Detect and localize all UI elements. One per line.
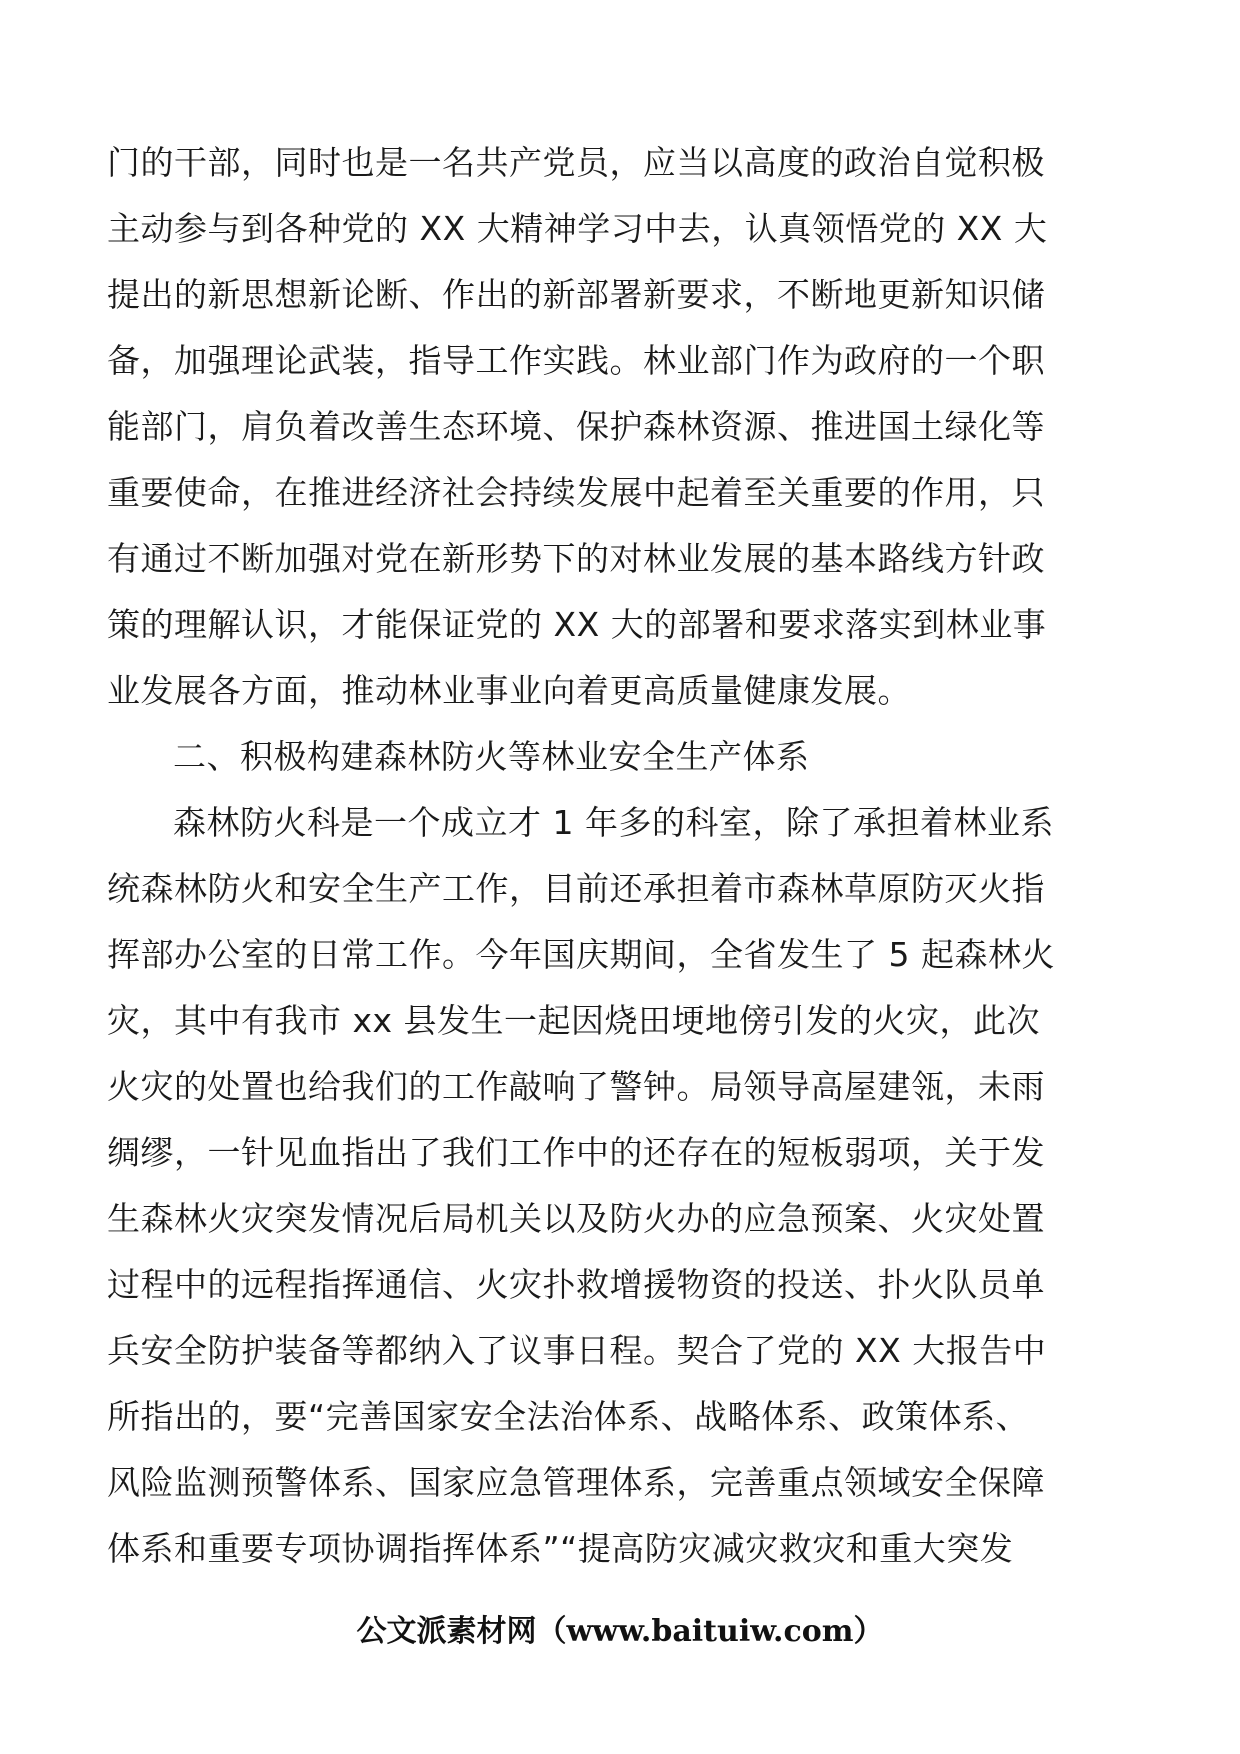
text-line: 绸缪，一针见血指出了我们工作中的还存在的短板弱项，关于发 — [107, 1133, 1045, 1172]
text-line: 重要使命，在推进经济社会持续发展中起着至关重要的作用，只 — [107, 473, 1045, 512]
text-line: 火灾的处置也给我们的工作敲响了警钟。局领导高屋建瓴，未雨 — [107, 1067, 1045, 1106]
text-line: 过程中的远程指挥通信、火灾扑救增援物资的投送、扑火队员单 — [107, 1265, 1045, 1304]
text-line: 提出的新思想新论断、作出的新部署新要求，不断地更新知识储 — [107, 275, 1045, 314]
text-line: 门的干部，同时也是一名共产党员，应当以高度的政治自觉积极 — [107, 143, 1045, 182]
text-line: 备，加强理论武装，指导工作实践。林业部门作为政府的一个职 — [107, 341, 1045, 380]
text-line: 森林防火科是一个成立才 1 年多的科室，除了承担着林业系 — [173, 803, 1054, 842]
text-line: 业发展各方面，推动林业事业向着更高质量健康发展。 — [107, 671, 911, 710]
text-line: 有通过不断加强对党在新形势下的对林业发展的基本路线方针政 — [107, 539, 1045, 578]
text-line: 风险监测预警体系、国家应急管理体系，完善重点领域安全保障 — [107, 1463, 1045, 1502]
text-line: 所指出的，要“完善国家安全法治体系、战略体系、政策体系、 — [107, 1397, 1030, 1436]
section-heading: 二、积极构建森林防火等林业安全生产体系 — [173, 737, 810, 776]
document-body — [107, 130, 1067, 1582]
text-line: 统森林防火和安全生产工作，目前还承担着市森林草原防灭火指 — [107, 869, 1045, 908]
text-line: 兵安全防护装备等都纳入了议事日程。契合了党的 XX 大报告中 — [107, 1331, 1047, 1370]
footer-watermark: 公文派素材网（www.baituiw.com） — [356, 1614, 884, 1649]
text-line: 主动参与到各种党的 XX 大精神学习中去，认真领悟党的 XX 大 — [107, 209, 1048, 248]
text-line: 体系和重要专项协调指挥体系”“提高防灾减灾救灾和重大突发 — [107, 1529, 1014, 1568]
text-line: 灾，其中有我市 xx 县发生一起因烧田埂地傍引发的火灾，此次 — [107, 1001, 1041, 1040]
text-line: 能部门，肩负着改善生态环境、保护森林资源、推进国土绿化等 — [107, 407, 1045, 446]
text-line: 策的理解认识，才能保证党的 XX 大的部署和要求落实到林业事 — [107, 605, 1047, 644]
text-line: 生森林火灾突发情况后局机关以及防火办的应急预案、火灾处置 — [107, 1199, 1045, 1238]
text-line: 挥部办公室的日常工作。今年国庆期间，全省发生了 5 起森林火 — [107, 935, 1055, 974]
